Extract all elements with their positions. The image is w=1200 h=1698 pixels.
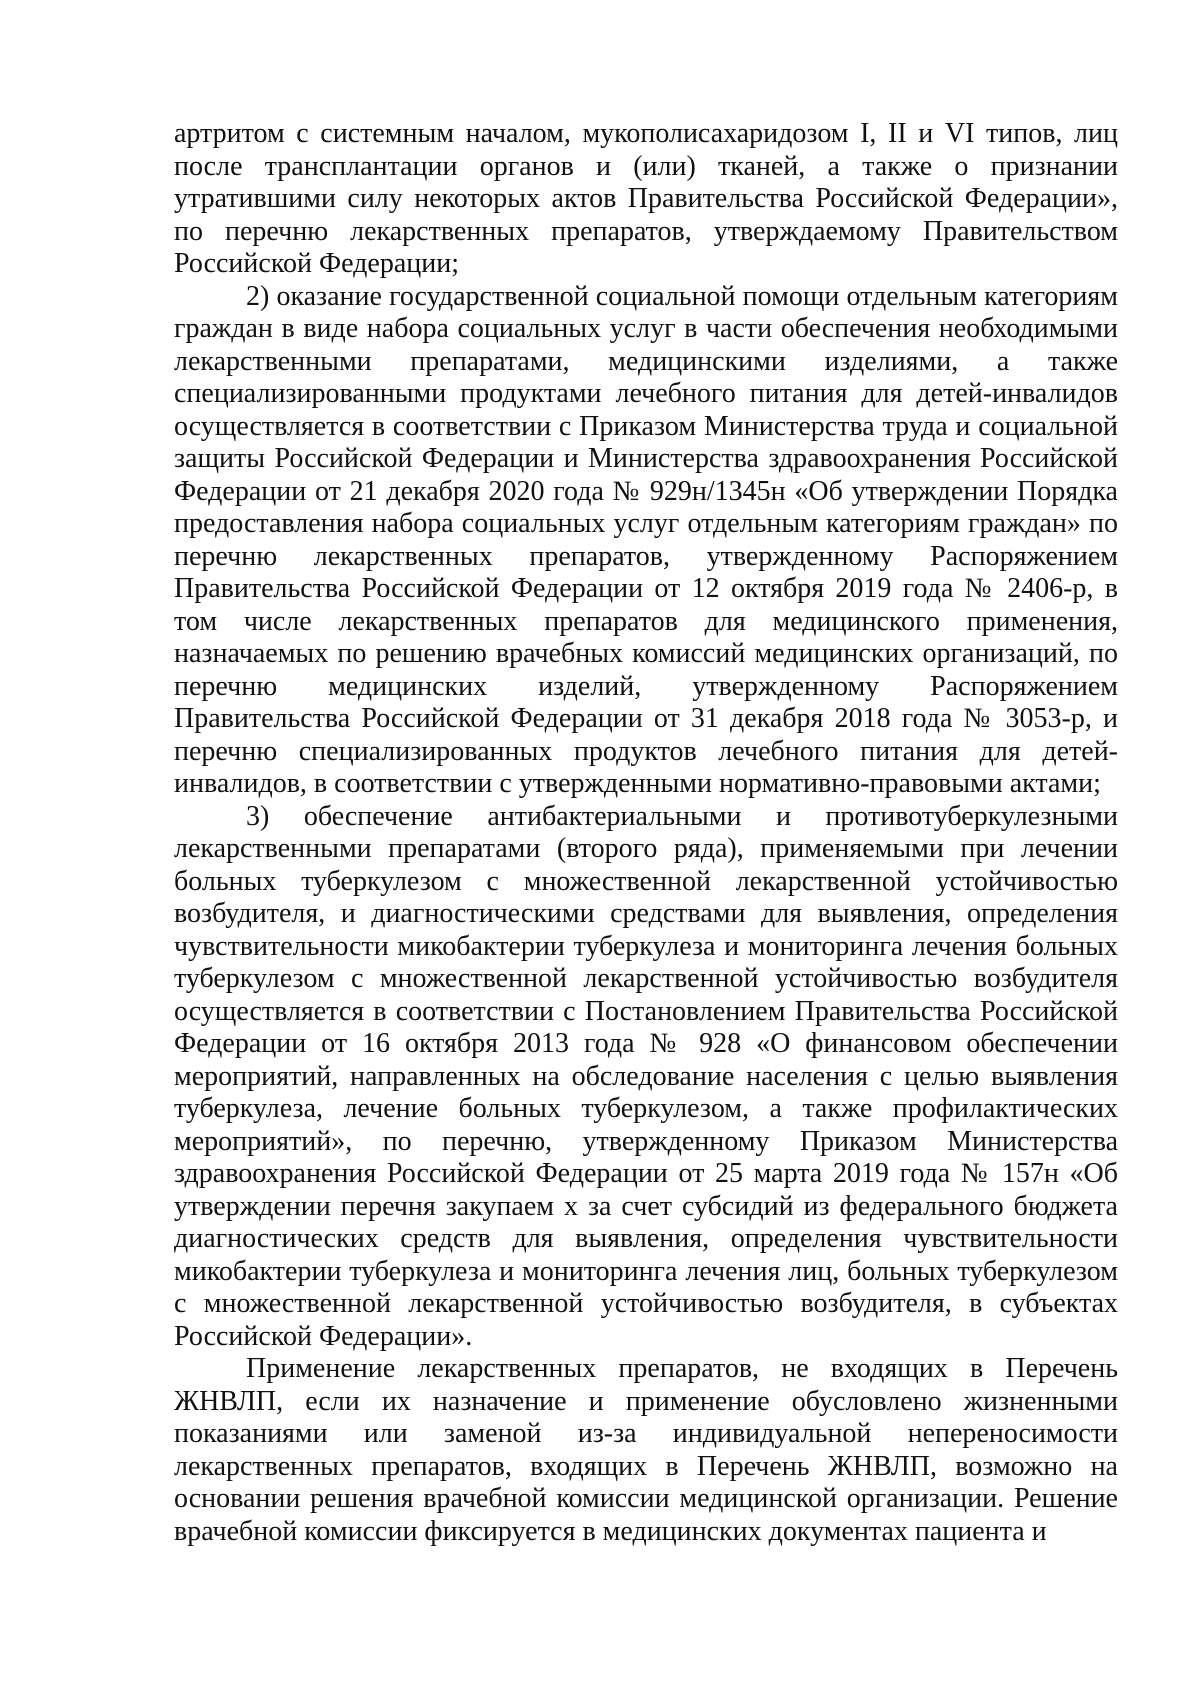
document-body bbox=[174, 118, 1118, 1548]
paragraph-zhnvlp: Применение лекарственных препаратов, не входящих в Перечень ЖНВЛП, если их назначение и применение обусловлено жизненными показаниями или заменой из-за индивидуальной непереносимости лекарственных препаратов, входящих в Перечень ЖНВЛП, возможно на основании решения врачебной комиссии медицинской организации. Решение врачебной комиссии фиксируется в медицинских документах пациента и bbox=[174, 1353, 1118, 1547]
paragraph-item-2: 2) оказание государственной социальной помощи отдельным категориям граждан в виде набора социальных услуг в части обеспечения необходимыми лекарственными препаратами, медицинскими изделиями, а также специализированными продуктами лечебного питания для детей-инвалидов осуществляется в соответствии с Приказом Министерства труда и социальной защиты Российской Федерации и Министерства здравоохранения Российской Федерации от 21 декабря 2020 года № 929н/1345н «Об утверждении Порядка предоставления набора социальных услуг отдельным категориям граждан» по перечню лекарственных препаратов, утвержденному Распоряжением Правительства Российской Федерации от 12 октября 2019 года № 2406-р, в том числе лекарственных препаратов для медицинского применения, назначаемых по решению врачебных комиссий медицинских организаций, по перечню медицинских изделий, утвержденному Распоряжением Правительства Российской Федерации от 31 декабря 2018 года № 3053-р, и перечню специализированных продуктов лечебного питания для детей-инвалидов, в соответствии с утвержденными нормативно-правовыми актами; bbox=[174, 280, 1118, 799]
paragraph-continuation: артритом с системным началом, мукополисахаридозом I, II и VI типов, лиц после трансплантации органов и (или) тканей, а также о признании утратившими силу некоторых актов Правительства Российской Федерации», по перечню лекарственных препаратов, утверждаемому Правительством Российской Федерации; bbox=[174, 118, 1118, 279]
paragraph-item-3: 3) обеспечение антибактериальными и противотуберкулезными лекарственными препаратами (второго ряда), применяемыми при лечении больных туберкулезом с множественной лекарственной устойчивостью возбудителя, и диагностическими средствами для выявления, определения чувствительности микобактерии туберкулеза и мониторинга лечения больных туберкулезом с множественной лекарственной устойчивостью возбудителя осуществляется в соответствии с Постановлением Правительства Российской Федерации от 16 октября 2013 года № 928 «О финансовом обеспечении мероприятий, направленных на обследование населения с целью выявления туберкулеза, лечение больных туберкулезом, а также профилактических мероприятий», по перечню, утвержденному Приказом Министерства здравоохранения Российской Федерации от 25 марта 2019 года № 157н «Об утверждении перечня закупаем х за счет субсидий из федерального бюджета диагностических средств для выявления, определения чувствительности микобактерии туберкулеза и мониторинга лечения лиц, больных туберкулезом с множественной лекарственной устойчивостью возбудителя, в субъектах Российской Федерации». bbox=[174, 800, 1118, 1352]
